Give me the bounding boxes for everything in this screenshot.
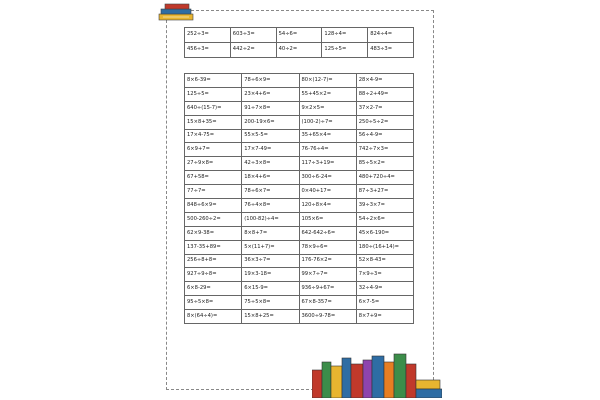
- table-row: [185, 171, 414, 185]
- problem-cell: 85÷5×2=: [356, 157, 413, 171]
- problem-cell: (100-82)÷4=: [242, 212, 299, 226]
- problem-cell: 927÷9÷8=: [185, 268, 242, 282]
- problem-cell: 176-76×2=: [299, 254, 356, 268]
- table-row: [185, 240, 414, 254]
- problem-cell: 125÷5=: [185, 87, 242, 101]
- problem-cell: 52×8-43=: [356, 254, 413, 268]
- problem-cell: 23×4+6=: [242, 87, 299, 101]
- problem-cell: 17×7-49=: [242, 143, 299, 157]
- division-table: [184, 27, 414, 58]
- problem-cell: 105×6=: [299, 212, 356, 226]
- problem-cell: 15×8+35=: [185, 115, 242, 129]
- problem-cell: 3600÷9-78=: [299, 310, 356, 324]
- problem-cell: 95÷5×8=: [185, 296, 242, 310]
- table-row: [185, 282, 414, 296]
- problem-cell: 15×8+25=: [242, 310, 299, 324]
- problem-cell: 200-19×6=: [242, 115, 299, 129]
- problem-cell: 40÷2=: [276, 43, 322, 58]
- problem-cell: 67+58=: [185, 171, 242, 185]
- problem-cell: 300÷6-24=: [299, 171, 356, 185]
- problem-cell: 642-642÷6=: [299, 226, 356, 240]
- problem-cell: 0×40+17=: [299, 185, 356, 199]
- problem-cell: 56÷4-9=: [356, 129, 413, 143]
- table-row: [185, 226, 414, 240]
- problem-cell: 55+45×2=: [299, 87, 356, 101]
- table-row: [185, 185, 414, 199]
- bookshelf-icon: [312, 350, 442, 398]
- problem-cell: 120÷8×4=: [299, 199, 356, 213]
- problem-cell: 256÷8+8=: [185, 254, 242, 268]
- problem-cell: 848÷6×9=: [185, 199, 242, 213]
- table-row: [185, 254, 414, 268]
- table-row: [185, 43, 414, 58]
- problem-cell: 88÷2+49=: [356, 87, 413, 101]
- problem-cell: 76-76÷4=: [299, 143, 356, 157]
- table-row: [185, 296, 414, 310]
- problem-cell: 137-35+89=: [185, 240, 242, 254]
- table-row: [185, 115, 414, 129]
- problem-cell: 55×5-5=: [242, 129, 299, 143]
- table-row: [185, 87, 414, 101]
- problem-cell: 6×7-5=: [356, 296, 413, 310]
- problem-cell: 78÷6×7=: [242, 185, 299, 199]
- problem-cell: 8×6-39=: [185, 74, 242, 88]
- problem-cell: 67×8-357=: [299, 296, 356, 310]
- problem-cell: 125÷5=: [322, 43, 368, 58]
- problem-cell: 8×7+9=: [356, 310, 413, 324]
- arithmetic-table: [184, 73, 414, 324]
- problem-cell: 62×9-38=: [185, 226, 242, 240]
- problem-cell: 78÷6×9=: [242, 74, 299, 88]
- problem-cell: 180÷(16+14)=: [356, 240, 413, 254]
- problem-cell: 91÷7×8=: [242, 101, 299, 115]
- problem-cell: 19×3-18=: [242, 268, 299, 282]
- problem-cell: 9×2×5=: [299, 101, 356, 115]
- problem-cell: 18×4+6=: [242, 171, 299, 185]
- problem-cell: 78×9÷6=: [299, 240, 356, 254]
- problem-cell: 8×8+7=: [242, 226, 299, 240]
- problem-cell: 76÷4×8=: [242, 199, 299, 213]
- problem-cell: 6×15-9=: [242, 282, 299, 296]
- problem-cell: 252÷3=: [185, 28, 231, 43]
- book-stack-icon: [157, 2, 197, 22]
- problem-cell: 42÷3×8=: [242, 157, 299, 171]
- problem-cell: 36×3÷7=: [242, 254, 299, 268]
- problem-cell: 54÷6=: [276, 28, 322, 43]
- table-row: [185, 74, 414, 88]
- problem-cell: 824÷4=: [368, 28, 414, 43]
- problem-cell: 6×9+7=: [185, 143, 242, 157]
- table-row: [185, 129, 414, 143]
- table-row: [185, 310, 414, 324]
- problem-cell: 28×4-9=: [356, 74, 413, 88]
- problem-cell: 500-260÷2=: [185, 212, 242, 226]
- table-row: [185, 268, 414, 282]
- problem-cell: 99×7÷7=: [299, 268, 356, 282]
- table-row: [185, 143, 414, 157]
- table-row: [185, 199, 414, 213]
- problem-cell: 742÷7×3=: [356, 143, 413, 157]
- problem-cell: 5×(11+7)=: [242, 240, 299, 254]
- problem-cell: 250÷5÷2=: [356, 115, 413, 129]
- problem-cell: 128÷4=: [322, 28, 368, 43]
- problem-cell: 87÷3+27=: [356, 185, 413, 199]
- table-row: [185, 212, 414, 226]
- table-row: [185, 157, 414, 171]
- table-row: [185, 28, 414, 43]
- problem-cell: 45×6-190=: [356, 226, 413, 240]
- problem-cell: 480+720÷4=: [356, 171, 413, 185]
- problem-cell: 35+65×4=: [299, 129, 356, 143]
- problem-cell: 7×9÷3=: [356, 268, 413, 282]
- problem-cell: 75÷5×8=: [242, 296, 299, 310]
- problem-cell: 37×2-7=: [356, 101, 413, 115]
- table-row: [185, 101, 414, 115]
- problem-cell: 936÷9+67=: [299, 282, 356, 296]
- problem-cell: 117÷3+19=: [299, 157, 356, 171]
- problem-cell: 456÷3=: [185, 43, 231, 58]
- problem-cell: 442÷2=: [230, 43, 276, 58]
- problem-cell: 54÷2×6=: [356, 212, 413, 226]
- problem-cell: 80×(12-7)=: [299, 74, 356, 88]
- problem-cell: 483÷3=: [368, 43, 414, 58]
- problem-cell: 603÷3=: [230, 28, 276, 43]
- problem-cell: 640÷(15-7)=: [185, 101, 242, 115]
- problem-cell: 39÷3×7=: [356, 199, 413, 213]
- problem-cell: 8×(64÷4)=: [185, 310, 242, 324]
- problem-cell: (100-2)÷7=: [299, 115, 356, 129]
- problem-cell: 17×4-75=: [185, 129, 242, 143]
- problem-cell: 77÷7=: [185, 185, 242, 199]
- problem-cell: 32÷4-9=: [356, 282, 413, 296]
- problem-cell: 27÷9×8=: [185, 157, 242, 171]
- problem-cell: 6×8-29=: [185, 282, 242, 296]
